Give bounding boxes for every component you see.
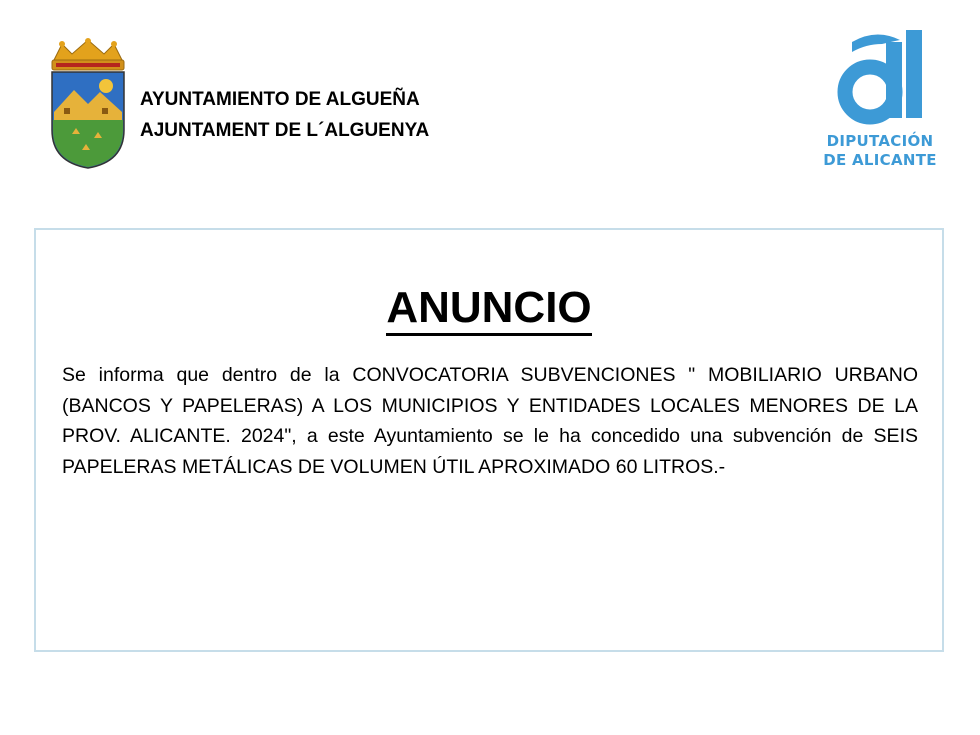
coat-of-arms-icon [44, 38, 132, 170]
org-name-spanish: AYUNTAMIENTO DE ALGUEÑA [140, 89, 420, 110]
diputacion-line-1: DIPUTACIÓN [826, 132, 934, 150]
diputacion-line-2: DE ALICANTE [823, 151, 937, 169]
notice-body: Se informa que dentro de la CONVOCATORIA SUBVENCIONES " MOBILIARIO URBANO (BANCOS Y PAPELERAS) A LOS MUNICIPIOS Y ENTIDADES LOCALES MENORES DE LA PROV. ALICANTE. 2024", a este Ayuntamiento se le ha concedido una subvención de SEIS PAPELERAS METÁLICAS DE VOLUMEN ÚTIL APROXIMADO 60 LITROS.- [62, 364, 918, 478]
notice-title: ANUNCIO [386, 283, 591, 336]
org-name-valencian: AJUNTAMENT DE L´ALGUENYA [140, 120, 430, 141]
diputacion-logo [818, 28, 942, 173]
diputacion-wordmark [818, 132, 942, 170]
notice-panel [34, 228, 944, 652]
organization-names [140, 84, 429, 146]
notice-title-wrapper [36, 282, 942, 334]
diputacion-a-icon [830, 28, 930, 128]
